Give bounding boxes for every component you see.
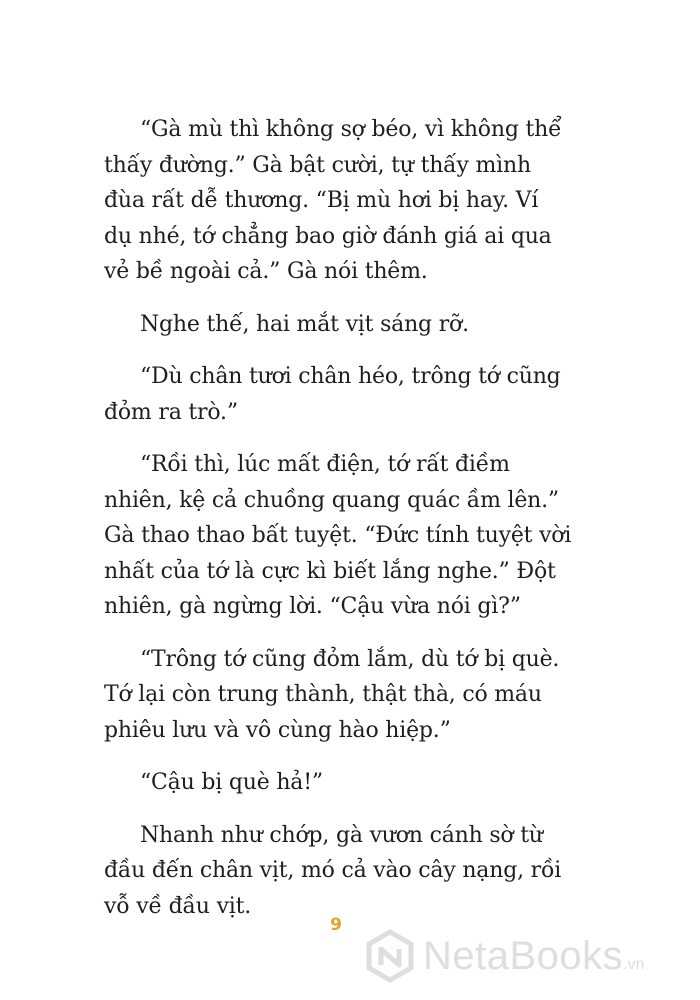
netabooks-logo-icon: [363, 929, 417, 983]
paragraph: [104, 307, 582, 343]
text-line: đỏm ra trò.”: [104, 399, 238, 425]
paragraph: [104, 765, 582, 801]
watermark: [363, 928, 645, 984]
page-number: 9: [330, 915, 342, 935]
text-line: đùa rất dễ thương. “Bị mù hơi bị hay. Ví: [104, 188, 539, 213]
paragraph: [104, 112, 582, 290]
text-line: “Dù chân tươi chân héo, trông tớ cũng: [140, 364, 561, 389]
page-body: [104, 112, 582, 941]
text-line: “Rồi thì, lúc mất điện, tớ rất điềm: [140, 452, 510, 477]
text-line: vỗ về đầu vịt.: [104, 893, 252, 919]
text-line: thấy đường.” Gà bật cười, tự thấy mình: [104, 152, 531, 178]
watermark-brand: NetaBooks: [423, 933, 624, 978]
text-line: nhiên, gà ngừng lời. “Cậu vừa nói gì?”: [104, 594, 521, 619]
text-line: dụ nhé, tớ chẳng bao giờ đánh giá ai qua: [104, 223, 552, 249]
paragraph: [104, 359, 582, 430]
text-line: phiêu lưu và vô cùng hào hiệp.”: [104, 717, 451, 743]
text-line: nhất của tớ là cực kì biết lắng nghe.” Đột: [104, 558, 556, 584]
watermark-suffix: .vn: [623, 956, 645, 973]
text-line: “Cậu bị què hả!”: [140, 770, 323, 795]
paragraph: [104, 818, 582, 925]
text-line: Tớ lại còn trung thành, thật thà, có máu: [104, 682, 542, 707]
paragraph: [104, 642, 582, 749]
text-line: Gà thao thao bất tuyệt. “Đức tính tuyệt vời: [104, 523, 572, 548]
text-line: vẻ bề ngoài cả.” Gà nói thêm.: [104, 259, 428, 284]
text-line: Nhanh như chớp, gà vươn cánh sờ từ: [140, 822, 543, 848]
text-line: đầu đến chân vịt, mó cả vào cây nạng, rồi: [104, 858, 562, 883]
text-line: “Gà mù thì không sợ béo, vì không thể: [140, 117, 562, 142]
text-line: nhiên, kệ cả chuồng quang quác ầm lên.”: [104, 487, 559, 513]
paragraph: [104, 447, 582, 625]
text-line: Nghe thế, hai mắt vịt sáng rỡ.: [140, 311, 469, 337]
text-line: “Trông tớ cũng đỏm lắm, dù tớ bị què.: [140, 646, 560, 672]
